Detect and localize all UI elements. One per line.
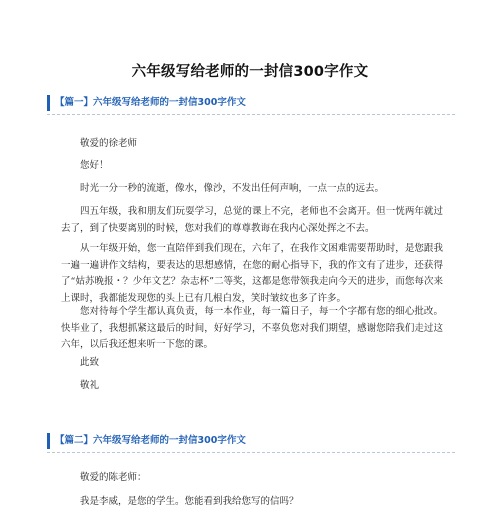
page-title: 六年级写给老师的一封信300字作文 — [131, 64, 369, 80]
letter1-paragraph-4: 您对待每个学生都认真负责，每一本作业，每一篇日子，每一个字都有您的细心批改。快毕业了，我想抓紧这最后的时间，好好学习，不辜负您对我们期望，感谢您陪我们走过这六年，以后我还想来听一下您的课。 — [61, 306, 443, 350]
letter1-salutation: 敬爱的徐老师 — [80, 138, 138, 149]
section-header-1: 【篇一】六年级写给老师的一封信300字作文 — [47, 95, 455, 111]
letter2-paragraph-1: 我是李威，是您的学生。您能看到我给您写的信吗？ — [80, 496, 299, 507]
letter1-paragraph-2: 四五年级，我和朋友们玩耍学习，总觉的课上不完，老师也不会离开。但一恍两年就过去了，到了快要离别的时候，您对我们的尊尊教诲在我内心深处挥之不去。 — [61, 206, 443, 234]
letter2-salutation: 敬爱的陈老师： — [80, 472, 147, 483]
letter1-closing-2: 敬礼 — [80, 380, 100, 391]
letter1-closing-1: 此致 — [80, 357, 100, 368]
letter1-greeting: 您好！ — [80, 160, 109, 171]
section-header-2: 【篇二】六年级写给老师的一封信300字作文 — [47, 433, 455, 449]
letter1-paragraph-3: 从一年级开始，您一直陪伴到我们现在，六年了，在我作文困难需要帮助时，是您跟我一遍一遍讲作文结构，要表达的思想感情，在您的耐心指导下，我的作文有了进步，还获得了“姑苏晚报・？少年文艺？杂志杯”二等奖，这都是您带领我走向今天的进步，而您每次来上课时，我都能发现您的头上已有几根白发，笑时皱纹也多了许多。 — [61, 243, 443, 304]
letter1-paragraph-1: 时光一分一秒的流逝，像水，像沙，不发出任何声响，一点一点的远去。 — [80, 183, 385, 194]
